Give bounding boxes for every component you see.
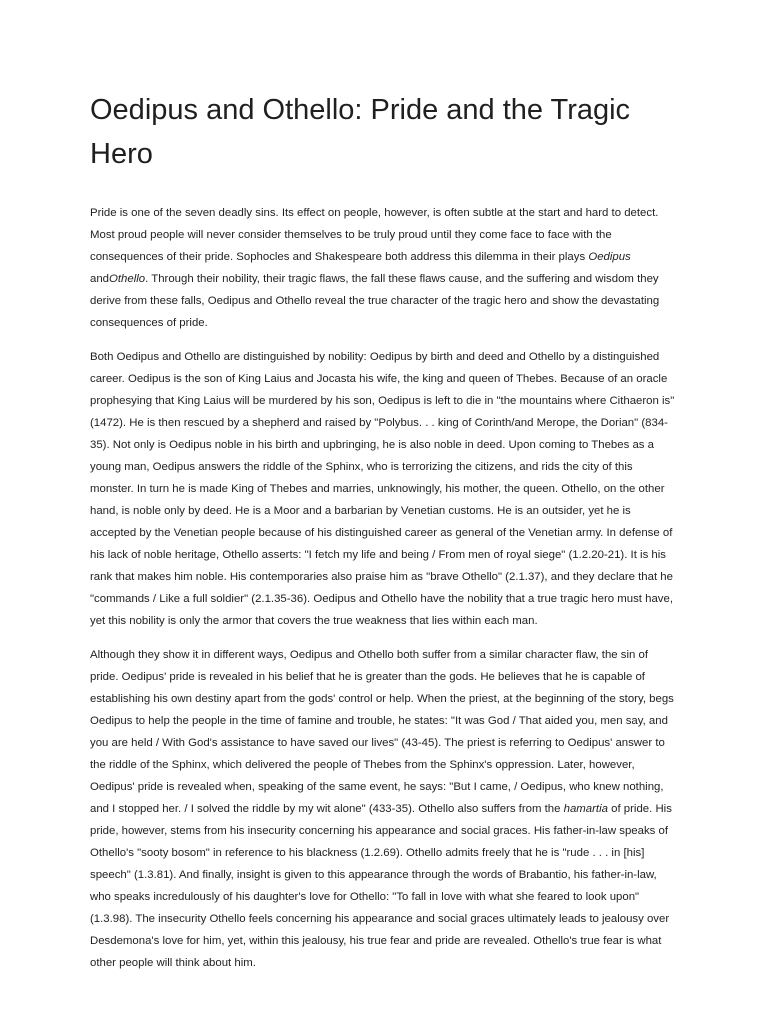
paragraph-text: and: [90, 273, 110, 285]
paragraph-text: . Through their nobility, their tragic flaws, the fall these flaws cause, and the suffering and wisdom they derive from these falls, Oedipus and Othello reveal the true character of the tragic hero and show the devastating consequences of pride.: [90, 273, 660, 329]
paragraph-text: of pride. His pride, however, stems from his insecurity concerning his appearance and social graces. His father-in-law speaks of Othello's "sooty bosom" in reference to his blackness (1.2.69). Othello admits freely that he is "rude . . . in [his] speech" (1.3.81). And finally, insight is given to this appearance through the words of Brabantio, his father-in-law, who speaks incredulously of his daughter's love for Othello: "To fall in love with what she feared to look upon" (1.3.98). The insecurity Othello feels concerning his appearance and social graces ultimately leads to jealousy over Desdemona's love for him, yet, within this jealousy, his true fear and pride are revealed. Othello's true fear is what other people will think about him.: [90, 803, 672, 969]
paragraph-text: Pride is one of the seven deadly sins. Its effect on people, however, is often subtle at the start and hard to detect. Most proud people will never consider themselves to be truly proud until they come face to face with the consequences of their pride. Sophocles and Shakespeare both address this dilemma in their plays: [90, 207, 659, 263]
document-title: Oedipus and Othello: Pride and the Tragic Hero: [90, 94, 631, 170]
paragraph-text: Both Oedipus and Othello are distinguished by nobility: Oedipus by birth and deed and Othello by a distinguished career. Oedipus is the son of King Laius and Jocasta his wife, the king and queen of Thebes. Because of an oracle prophesying that King Laius will be murdered by his son, Oedipus is left to die in "the mountains where Cithaeron is"(1472). He is then rescued by a shepherd and raised by "Polybus. . . king of Corinth/and Merope, the Dorian" (834-35). Not only is Oedipus noble in his birth and upbringing, he is also noble in deed. Upon coming to Thebes as a young man, Oedipus answers the riddle of the Sphinx, who is terrorizing the citizens, and rids the city of this monster. In turn he is made King of Thebes and marries, unknowingly, his mother, the queen. Othello, on the other hand, is noble only by deed. He is a Moor and a barbarian by Venetian customs. He is an outsider, yet he is accepted by the Venetian people because of his distinguished career as general of the Venetian army. In defense of his lack of noble heritage, Othello asserts: "I fetch my life and being / From men of royal siege" (1.2.20-21). It is his rank that makes him noble. His contemporaries also praise him as "brave Othello" (2.1.37), and they declare that he "commands / Like a full soldier" (2.1.35-36). Oedipus and Othello have the nobility that a true tragic hero must have, yet this nobility is only the armor that covers the true weakness that lies within each man.: [90, 351, 675, 627]
paragraph-3: [90, 644, 678, 974]
paragraph-1: [90, 202, 678, 334]
document-content: [90, 88, 678, 986]
play-title-othello: Othello: [109, 273, 146, 285]
document-body: [90, 202, 678, 974]
paragraph-2: [90, 346, 678, 632]
term-hamartia: hamartia: [563, 803, 608, 815]
play-title-oedipus: Oedipus: [588, 251, 631, 263]
paragraph-text: Although they show it in different ways, Oedipus and Othello both suffer from a similar character flaw, the sin of pride. Oedipus' pride is revealed in his belief that he is greater than the gods. He believes that he is capable of establishing his own destiny apart from the gods' control or help. When the priest, at the beginning of the story, begs Oedipus to help the people in the time of famine and trouble, he states: "It was God / That aided you, men say, and you are held / With God's assistance to have saved our lives" (43-45). The priest is referring to Oedipus' answer to the riddle of the Sphinx, which delivered the people of Thebes from the Sphinx's oppression. Later, however, Oedipus' pride is revealed when, speaking of the same event, he says: "But I came, / Oedipus, who knew nothing, and I stopped her. / I solved the riddle by my wit alone" (433-35). Othello also suffers from the: [90, 649, 674, 815]
